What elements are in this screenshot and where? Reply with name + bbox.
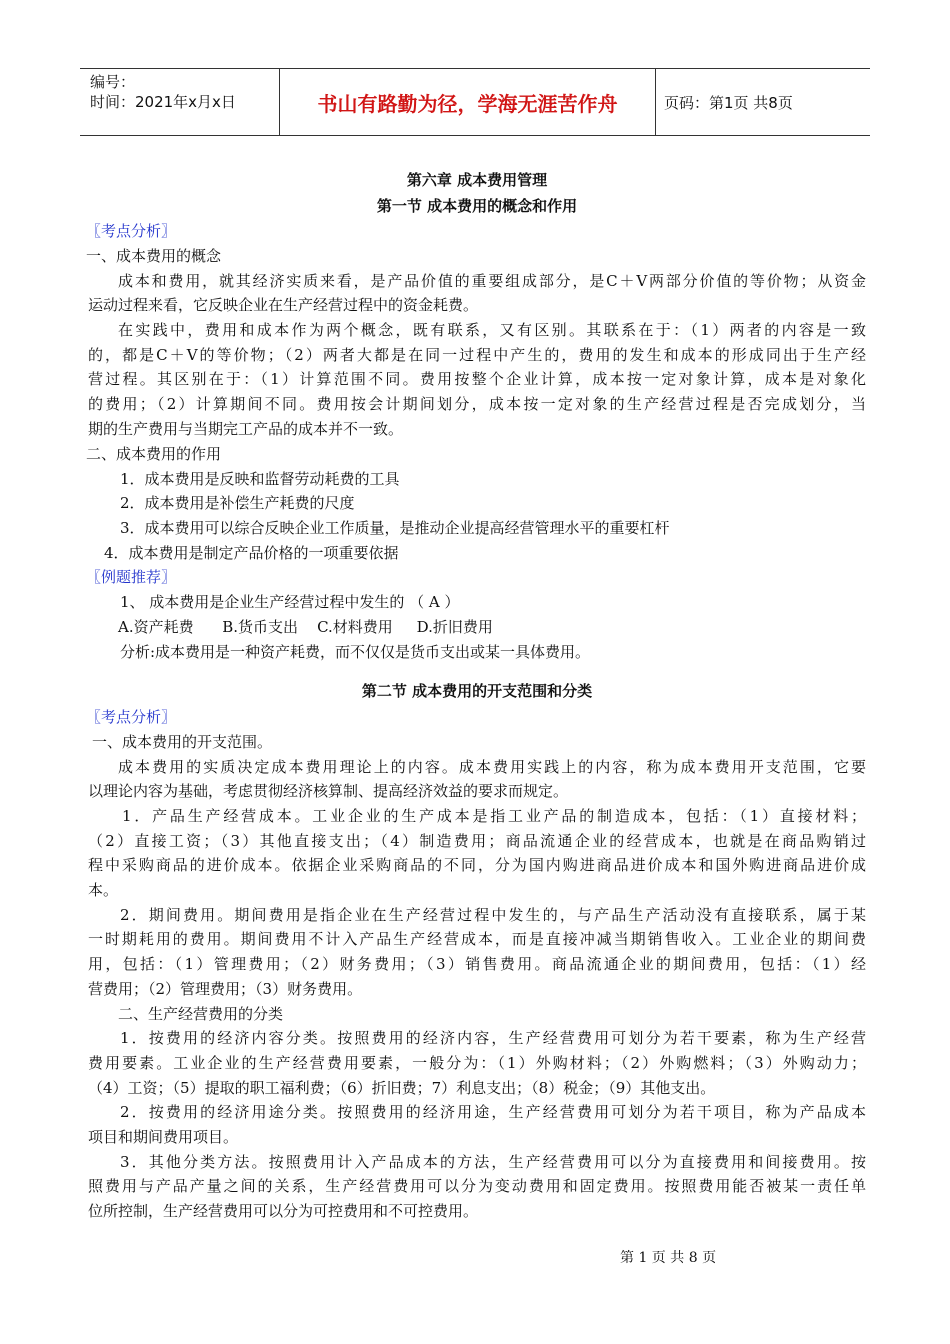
header-left-cell (80, 69, 280, 135)
paragraph-line: 1．产品生产经营成本。工业企业的生产成本是指工业产品的制造成本，包括：（1）直接材料； (122, 807, 866, 825)
list-item: 2．成本费用是补偿生产耗费的尺度 (120, 494, 355, 512)
paragraph-line: 3．其他分类方法。按照费用计入产品成本的方法，生产经营费用可以分为直接费用和间接费用。按 (120, 1153, 866, 1171)
paragraph-line: 运动过程来看，它反映企业在生产经营过程中的资金耗费。 (88, 296, 479, 314)
section1-title: 第一节 成本费用的概念和作用 (376, 197, 578, 215)
paragraph-line: 以理论内容为基础，考虑贯彻经济核算制、提高经济效益的要求而规定。 (88, 782, 569, 800)
paragraph-line: 1．按费用的经济内容分类。按照费用的经济内容，生产经营费用可划分为若干要素，称为生产经营 (120, 1029, 866, 1047)
list-item: 4．成本费用是制定产品价格的一项重要依据 (104, 544, 399, 562)
question-1-options: A.资产耗费 B.货币支出 C.材料费用 D.折旧费用 (118, 618, 493, 636)
header-table (80, 68, 870, 136)
paragraph-line: 成本费用的实质决定成本费用理论上的内容。成本费用实践上的内容，称为成本费用开支范围，它要 (118, 758, 866, 776)
paragraph-line: （4）工资；（5）提取的职工福利费；（6）折旧费；7）利息支出；（8）税金；（9）其他支出。 (88, 1079, 716, 1097)
chapter-title: 第六章 成本费用管理 (406, 171, 548, 189)
page-footer: 第 1 页 共 8 页 (620, 1250, 717, 1266)
paragraph-line: 本。 (88, 881, 119, 899)
document-number-label: 编号： (90, 73, 136, 91)
paragraph-line: 程中采购商品的进价成本。依据企业采购商品的不同，分为国内购进商品进价成本和国外购进商品进价成 (88, 856, 866, 874)
list-item: 1．成本费用是反映和监督劳动耗费的工具 (120, 470, 400, 488)
paragraph-line: 位所控制，生产经营费用可以分为可控费用和不可控费用。 (88, 1202, 479, 1220)
paragraph-line: 的，都是C＋V的等价物；（2）两者大都是在同一过程中产生的，费用的发生和成本的形成同出于生产经 (88, 346, 866, 364)
paragraph-line: 期的生产费用与当期完工产品的成本并不一致。 (88, 420, 404, 438)
header-motto: 书山有路勤为径，学海无涯苦作舟 (280, 69, 656, 135)
paragraph-line: 用，包括：（1）管理费用；（2）财务费用；（3）销售费用。商品流通企业的期间费用，包括：（1）经 (88, 955, 866, 973)
paragraph-line: 营费用；（2）管理费用；（3）财务费用。 (88, 980, 363, 998)
section1-tag-analysis: 〖考点分析〗 (86, 222, 177, 240)
paragraph-line: 2．按费用的经济用途分类。按照费用的经济用途，生产经营费用可划分为若干项目，称为产品成本 (120, 1103, 866, 1121)
header-page-label: 页码：第1页 共8页 (664, 93, 793, 112)
section1-tag-example: 〖例题推荐〗 (86, 568, 177, 586)
paragraph-line: 在实践中，费用和成本作为两个概念，既有联系，又有区别。其联系在于：（1）两者的内容是一致 (118, 321, 866, 339)
question-1: 1、 成本费用是企业生产经营过程中发生的 （ A ） (120, 593, 460, 611)
paragraph-line: 营过程。其区别在于：（1）计算范围不同。费用按整个企业计算，成本按一定对象计算，成本是对象化 (88, 370, 866, 388)
paragraph-line: （2）直接工资；（3）其他直接支出；（4）制造费用；商品流通企业的经营成本，也就是在商品购销过 (88, 832, 866, 850)
section2-heading-1: 一、成本费用的开支范围。 (92, 733, 273, 751)
section2-title: 第二节 成本费用的开支范围和分类 (361, 682, 593, 700)
paragraph-line: 的费用；（2）计算期间不同。费用按会计期间划分，成本按一定对象的生产经营过程是否完成划分，当 (88, 395, 866, 413)
section1-heading-1: 一、成本费用的概念 (86, 247, 222, 265)
document-time-label: 时间：2021年x月x日 (90, 93, 236, 111)
paragraph-line: 一时期耗用的费用。期间费用不计入产品生产经营成本，而是直接冲减当期销售收入。工业企业的期间费 (88, 930, 866, 948)
section1-heading-2: 二、成本费用的作用 (86, 445, 222, 463)
question-1-analysis: 分析:成本费用是一种资产耗费，而不仅仅是货币支出或某一具体费用。 (120, 643, 591, 661)
section2-tag-analysis: 〖考点分析〗 (86, 708, 177, 726)
paragraph-line: 成本和费用，就其经济实质来看，是产品价值的重要组成部分，是C＋V两部分价值的等价物；从资金 (118, 272, 866, 290)
paragraph-line: 费用要素。工业企业的生产经营费用要素，一般分为：（1）外购材料；（2）外购燃料；（3）外购动力； (88, 1054, 866, 1072)
paragraph-line: 2．期间费用。期间费用是指企业在生产经营过程中发生的，与产品生产活动没有直接联系，属于某 (120, 906, 866, 924)
section2-heading-2: 二、生产经营费用的分类 (118, 1005, 284, 1023)
list-item: 3．成本费用可以综合反映企业工作质量，是推动企业提高经营管理水平的重要杠杆 (120, 519, 670, 537)
paragraph-line: 照费用与产品产量之间的关系，生产经营费用可以分为变动费用和固定费用。按照费用能否被某一责任单 (88, 1177, 866, 1195)
paragraph-line: 项目和期间费用项目。 (88, 1128, 239, 1146)
